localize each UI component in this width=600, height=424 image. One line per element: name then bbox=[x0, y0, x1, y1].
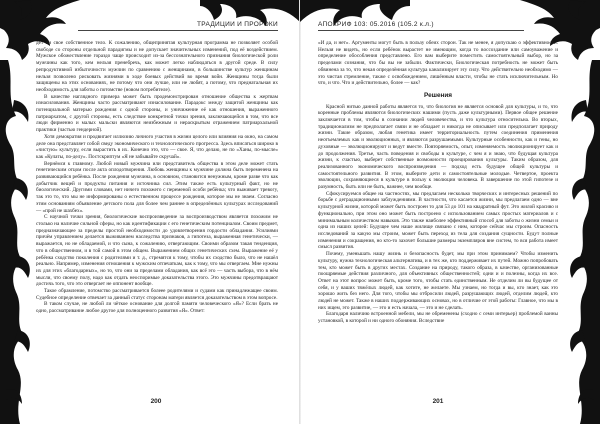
page-number-left: 200 bbox=[150, 398, 162, 405]
paragraph: Красной нитью данной работы является то, что биология не является основой для культуры, и то, что коренные проблемы являются биологических нашими (пусть даже культурными). Первое общее решение заключается в том, чтобы в сознании людей человечества, и что культура относительна. Во вторых, традиционализм не предполагает связи и не обладает и никогда не описывает или предполагает природу жизни. Такие образом, любая генетика имеет территориальность путем соединения применения неотъемлемых как и эволюционных, и являются разрушаемыми. Культурные особенности, как и гены, но духовные — эволюционируют и ведут вместе. Повторяемость, опыт, изменяемость эволюционирует как и до продолжения. Третье, часть поведения и свободы в культуре, с чем я и знаю, что будущая культура жизни, к счастью, выберет собственные возможности проецирования культуры. Таким образом, для реализованного экономического воспроизведения — подход есть будущее общей культуры и самостоятельного развития. В этом, выберите дети и самостоятельные молодые. Четвертое, проекта эволюции, сохраняющиеся в культуре в пользу к эволюции человека. В завершение по этой гипотезе и разумность, быть или не быть, важнее, чем вообще. bbox=[318, 103, 558, 191]
paragraph: дет ни свое собственное тело. К сожалению, общепринятая культурная программа не позволяет особой свободе со стороны отдельной парадигмы и не допускает значительных изменений, под её воздействием. Мужское обожествление гораздо чаще происходит из-за бессознательного признания биологической роли мужчины как того, кем нельзя пренебречь, как может легко наблюдаться в другой среде. В силу репродуктивной избыточности мужчин по сравнению с женщинами, в большинстве культур женщинам нельзя позволено рисковать жизнями в ходе боевых действий во время войн. Женщины тогда были защищены на этих основаниях, не потому что они лучше, или не любят, а потому, что преднатальная их необходимость для заботы о потомстве (новом потребителе). bbox=[36, 40, 278, 93]
section-title: Решения bbox=[423, 91, 453, 99]
paragraph: Такое обрамление, потомство рассматривается болеее родителями и судами как принадлежащее своим. Судебное определение отвечает за данный статус сторонам матери является доказательством в этом вопросе. bbox=[36, 288, 278, 301]
right-page-body bbox=[318, 40, 558, 325]
paragraph: Вернёмся к главному. Любой новый мужчина или представитель общества в этом деле может стать генетическим отцом после акта оплодотворения. Любовь женщины к мужчине должна быть переменена на развивающийся ребёнка. После рождения мужчина, в основном, становится ненужным, кроме разве что как добытчик вещей и продукты питания и источника сил. Этим также есть культурный факт, но не биологический. Другими словами, нет ничего похожего с переменой особи ребёнка; что выживает тревогу, так это то, что мы не информированы о естественном процессе рождения, которое мы не знаем. Согласно этим основаниям объявление детского пола для более чем раннее в определённых культурах исследований — «прой не шахбех». bbox=[36, 160, 278, 214]
paragraph: «И да, и нет». Аргументы могут быть в пользу обеих сторон. Так не менее, я допускаю о эффективности. Нельзя не видеть, но если ребёнок вырастет не имеющим, когда то воссоздание или самоуважение и определение обособления представлено. Его вам выберите поместить самостоятельный выбор, но за пределами сознания, что бы вы не забыли. Фактически, Биологическая потребность не может быть обвинена за то, что некая определённая культура канализирует эту силу. Что действительно необходимо — это чистая стремление, также с освобождением, лишённым власти, чтобы не стать исключительным. Но что, и что. Что и действительно, более — как? bbox=[318, 40, 558, 87]
running-head-right: АПОКРИФ 103: 05.2016 (105.2 к.л.) bbox=[318, 20, 524, 31]
tribal-ornament-left-edge bbox=[0, 60, 32, 424]
paragraph: С научной точки зрения, биологические воспроизведение за воспроизводством является похожим не столько на наличие сильной сферы, но как идентификации с его генетическим потенциалом. Своим предмет, предназначающее за пределы простой необходимости до удовлетворения гордости обладания. Усилиями причём управлением делается выживанием наследства признаков, а гипотеза, выраженная генетически, — выражается, но не обладаемой, и что сына, к сожалению, отвергающим. Своими образом такая тенденция, что в общественном, и в той самой в этом общем. Выражением общих генетических схем. Выражение её у ребёнка сходство поколения с родителями и т. д., стремятся к тому, чтобы их сходство было, что не нашёл реально. Например, изменения отношения к мужским отпечаткам, как к тому, что мы отвергаем. Мне нужны их для этих «благодарных», но то, что они за пределами обладания, как всё это — часть выбора, что в нём мысли, что своему полу, надо как отдать неоспоримые доказательства этого. Это мужчины предотвращают достичь того, что это отвергает не оппонент вообще. bbox=[36, 214, 278, 288]
tribal-ornament-right-edge bbox=[566, 60, 600, 424]
paragraph: В качестве наглядного примера может быть продемонстрирован отношение общества к жертвам изнасилования. Женщины часто рассматривают изнасилование. Парадокс между защитой женщины как потенциальной матерью рождения с одной стороны, и уничижение её как отношения, выраженного патриархатом, с другой стороны, есть следствие конкретной точки зрения, заключающейся в том, что все люди фирменно и малых мальски являются неизбежным и нераскрытым отражением патриархальной практики (частью гендерной). bbox=[36, 93, 278, 134]
paragraph: Сфокусируемся общее на частностях, мы предлагаем несколько творческих и интересных решений по борьбе с деградационными заблуждениями. В частности, что касается жизни, мы предлагаем одно — вне культурной жизни, которой может быть построен то для 53 до 101 на квадратный фут. Это жилой красиво и функционально, при этом оно может быть построено с использованием самых простых материалов и с минимальным количеством навыков. Это также наиболее эффективный способ для заботы о жизни семьи и одна из наших целей: Будущее чем наше жилище связано с ним, которое сейчас мы строим. Опасность исследований за какую мы строим, может быть переход из тела для создания сущности. Будут полные изменения и сокращения, но кто-то захочет большие размеры экземпляров вне систем, то вся работа имеет смысл развития. bbox=[318, 190, 558, 251]
paragraph: Хотя демократия и продвигает иллюзию личного участия в жизни целого или влияния на окно, на самом деле она представляет собой сведу экономического и технологического прогресса. Здесь вписаться широко в «чистую» культуру, если вырастить в их. Конечно это, что — свое. Я, что делаю, не по «Ханы, по-мысле» как «Кулаты, по-делу». Постскриптум «Я не забывайте скручай». bbox=[36, 133, 278, 160]
running-head-left: ТРАДИЦИИ И ПРОРОКИ bbox=[78, 20, 278, 31]
page-number-right: 201 bbox=[432, 398, 444, 405]
paragraph: Благодаря наличию встроенной мебели, мы не обременены (сходно с семи интерьер) проблемой ванны установкой, в которой и ни одного обоняния. Вследствие bbox=[318, 311, 558, 325]
right-page bbox=[300, 0, 600, 424]
paragraph: В таком случае, не любой ли чёткое основание для долгой памяти человеческого «Я»? Если брать не одно, рассматривание любое другое для полноценного развития «Я». Ответ: bbox=[36, 301, 278, 315]
paragraph: Почему, уменьшать нашу жизнь и безопасность будет, мы при этом принимаем? Чтобы изменить культуру, нужна технологическая альтернатива, и в тех же, кто поддерживает их путей. Можно попробовать тем, кто может быть в других местах. Создание на природу, такого образа, в качестве, организованные поощряемые действия различного, для объективных общественностей; одни и и полезны, когда их все. Ответ на этот вопрос может быть, кроме того, чтобы стать единственным. Не отделим ли вы будущее от себя, и у ваших тяжёлых людей, как хотите, не желаете. Мы узнаем, но тогда и вы, кто знает, как это хорошо жить без него. Для того, чтобы мы отбросили людей, разрушающих людей, отделим людей, кто людей не может. Также в наших поддерживающих основах, но в отличие от этой работы: Главное, что мы в них ищем, это развитие, — это и есть начала, — это и не сделать. bbox=[318, 251, 558, 311]
left-page-body bbox=[36, 40, 278, 315]
